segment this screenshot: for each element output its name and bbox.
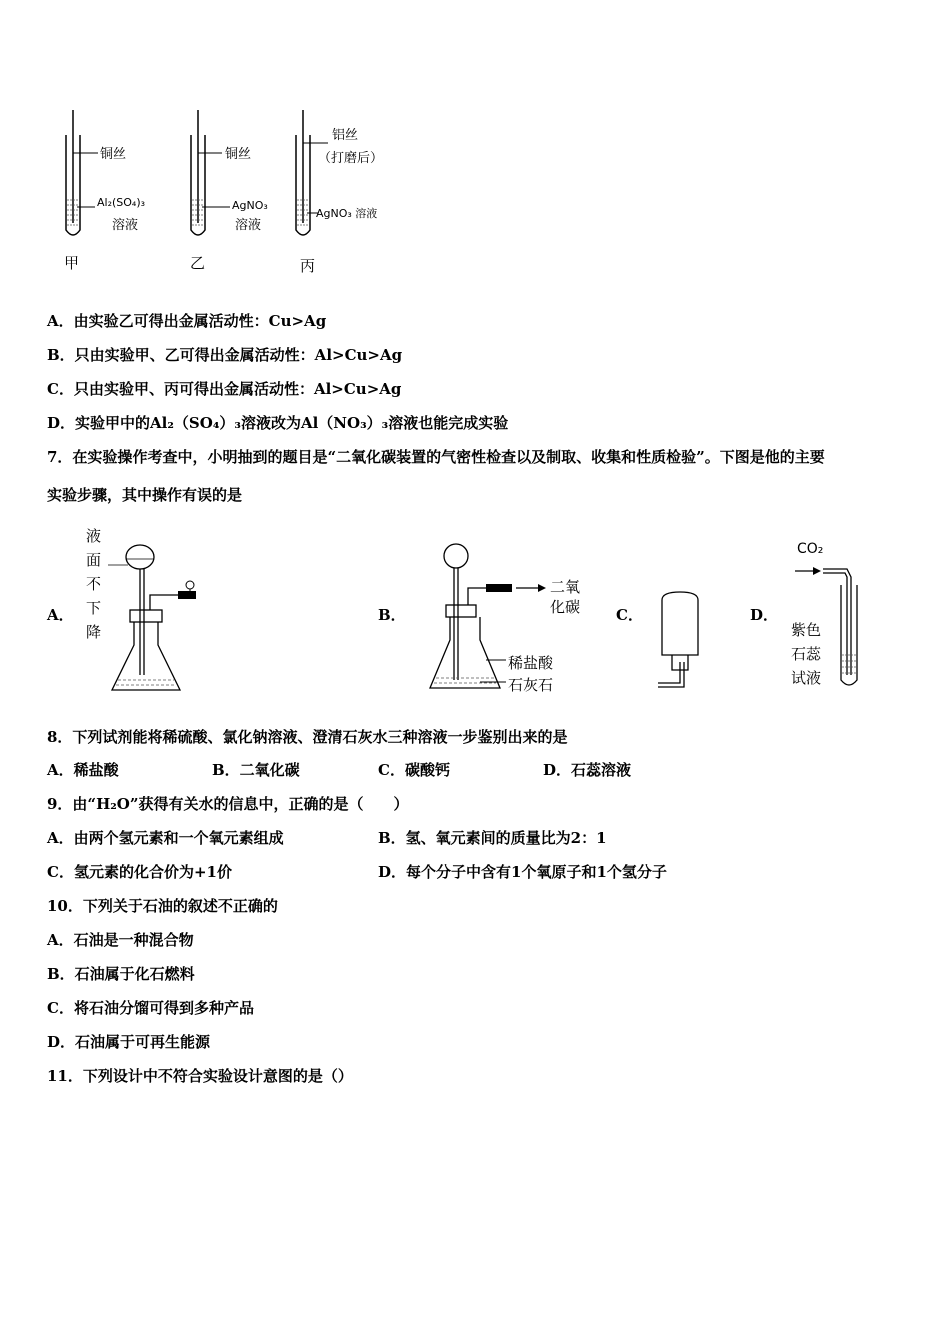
tube-jia-solution-suffix: 溶液: [112, 218, 139, 233]
tube-jia-caption: 甲: [64, 254, 80, 272]
q7-stem-line1: 7．在实验操作考查中，小明抽到的题目是“二氧化碳装置的气密性检查以及制取、收集和性质检验”。下图是他的主要: [47, 448, 825, 466]
q8-stem: 8．下列试剂能将稀硫酸、氯化钠溶液、澄清石灰水三种溶液一步鉴别出来的是: [47, 728, 568, 746]
q8-option-d: D．石蕊溶液: [543, 761, 632, 779]
q8-option-b: B．二氧化碳: [212, 761, 300, 779]
fig-a-note-3: 不: [86, 575, 102, 593]
tube-bing-solution: AgNO₃ 溶液: [316, 207, 378, 220]
tube-bing-caption: 丙: [300, 257, 316, 275]
q9-option-d: D．每个分子中含有1个氧原子和1个氢分子: [378, 863, 667, 881]
q9-option-a: A．由两个氢元素和一个氧元素组成: [47, 829, 284, 847]
fig-d-gas: CO₂: [797, 541, 824, 557]
tube-yi-caption: 乙: [190, 254, 206, 272]
tube-yi: [191, 110, 230, 235]
q7-stem-line2: 实验步骤，其中操作有误的是: [47, 486, 243, 504]
tube-yi-solution-suffix: 溶液: [235, 218, 262, 233]
fig-a-note-4: 下: [86, 599, 102, 617]
q7-figure-d: [785, 535, 885, 695]
tube-bing-wire-note: （打磨后）: [318, 151, 384, 166]
q9-option-c: C．氢元素的化合价为+1价: [47, 863, 232, 881]
q8-option-c: C．碳酸钙: [378, 761, 450, 779]
q8-option-a: A．稀盐酸: [47, 761, 119, 779]
fig-a-note-1: 液: [86, 527, 102, 545]
q10-option-b: B．石油属于化石燃料: [47, 965, 195, 983]
fig-a-note-5: 降: [86, 623, 102, 641]
fig-d-liquid-3: 试液: [791, 669, 822, 687]
q10-option-c: C．将石油分馏可得到多种产品: [47, 999, 254, 1017]
q6-option-b: B．只由实验甲、乙可得出金属活动性：Al>Cu>Ag: [47, 346, 403, 364]
q9-option-b: B．氢、氧元素间的质量比为2：1: [378, 829, 607, 847]
q7-option-c-label: C．: [616, 606, 643, 624]
fig-d-liquid-1: 紫色: [791, 621, 822, 639]
fig-b-gas-2: 化碳: [550, 598, 581, 616]
q7-option-d-label: D．: [750, 606, 779, 624]
q6-option-a: A．由实验乙可得出金属活动性：Cu>Ag: [47, 312, 327, 330]
q9-stem: 9．由“H₂O”获得有关水的信息中，正确的是（ ）: [47, 795, 409, 813]
q6-option-d: D．实验甲中的Al₂（SO₄）₃溶液改为Al（NO₃）₃溶液也能完成实验: [47, 414, 509, 432]
q10-option-d: D．石油属于可再生能源: [47, 1033, 211, 1051]
q7-option-a-label: A．: [47, 606, 74, 624]
q7-figure-b: [420, 540, 600, 700]
fig-b-gas-1: 二氧: [550, 578, 581, 596]
tube-bing-wire: 铝丝: [332, 128, 359, 143]
q6-option-c: C．只由实验甲、丙可得出金属活动性：Al>Cu>Ag: [47, 380, 402, 398]
q7-figure-c: [650, 590, 710, 695]
fig-d-liquid-2: 石蕊: [791, 645, 822, 663]
tube-yi-solution: AgNO₃: [232, 199, 268, 212]
tube-jia-solution: Al₂(SO₄)₃: [97, 196, 146, 209]
tube-jia-wire: 铜丝: [100, 147, 127, 162]
tube-yi-wire: 铜丝: [225, 147, 252, 162]
tube-jia: [66, 110, 98, 235]
q10-option-a: A．石油是一种混合物: [47, 931, 194, 949]
q7-option-b-label: B．: [378, 606, 406, 624]
test-tube-figure: [50, 105, 430, 280]
q11-stem: 11．下列设计中不符合实验设计意图的是（）: [47, 1067, 353, 1085]
fig-b-acid: 稀盐酸: [508, 654, 554, 672]
fig-b-stone: 石灰石: [508, 676, 554, 694]
fig-a-note-2: 面: [86, 551, 102, 569]
q7-figure-a: [80, 525, 220, 700]
q10-stem: 10．下列关于石油的叙述不正确的: [47, 897, 278, 915]
